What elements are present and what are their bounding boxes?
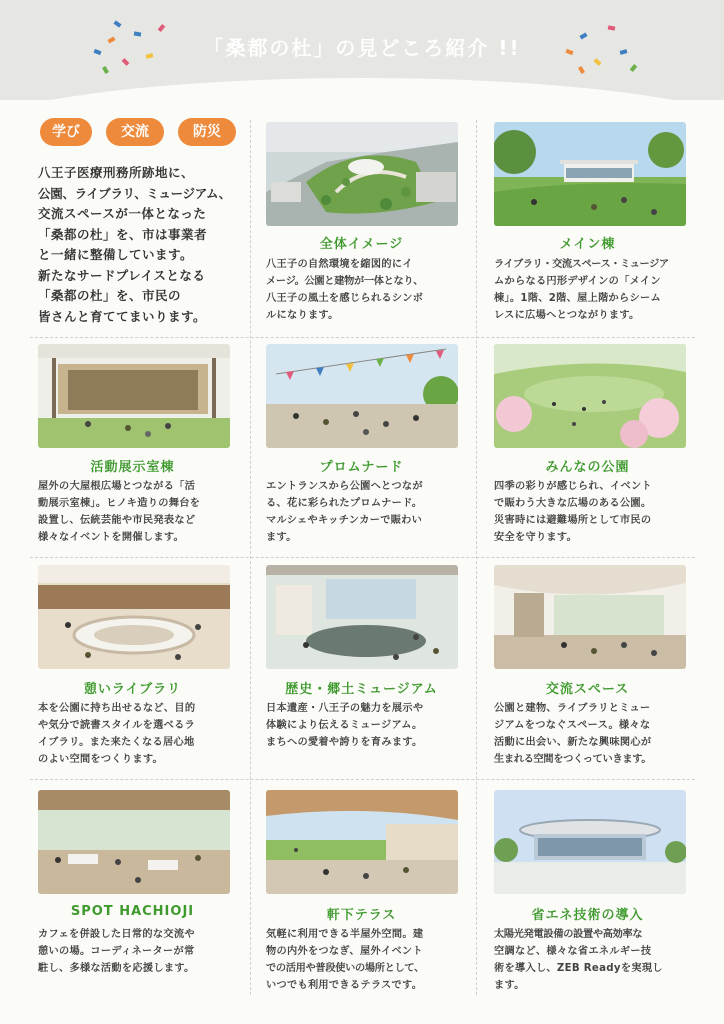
card-description: 屋外の大屋根広場とつながる「活 動展示室棟」。ヒノキ造りの舞台を 設置し、伝統芸能や市民発表など 様々なイベントを開催します。 <box>38 481 201 543</box>
card-title: 軒下テラス <box>326 908 397 923</box>
row-divider <box>30 337 695 338</box>
intro-line: 「桑都の杜」を、市は事業者 <box>38 226 208 242</box>
intro-text <box>38 163 243 327</box>
library-image <box>38 565 230 669</box>
tag-exchange: 交流 <box>106 118 164 146</box>
solar-building-image <box>494 790 686 894</box>
tag-disaster-prevention: 防災 <box>178 118 236 146</box>
main-building-image <box>494 122 686 226</box>
card-description: 公園と建物、ライブラリとミュー ジアムをつなぐスペース。様々な 活動に出会い、新たな興味関心が 生まれる空間をつくっていきます。 <box>494 703 652 765</box>
intro-line: 新たなサードプレイスとなる <box>38 267 206 283</box>
museum-image <box>266 565 458 669</box>
card-description: エントランスから公園へとつなが る、花に彩られたプロムナード。 マルシェやキッチンカーで賑わい ます。 <box>266 481 423 543</box>
card-title: みんなの公園 <box>545 460 630 475</box>
card-description: ライブラリ・交流スペース・ミュージア ムからなる円形デザインの「メイン 棟」。1階、2階、屋上階からシーム レスに広場へとつながります。 <box>494 259 669 321</box>
card-title: メイン棟 <box>559 237 616 252</box>
intro-line: と一緒に整備しています。 <box>38 247 194 262</box>
intro-line: 皆さんと育ててまいります。 <box>38 308 207 324</box>
intro-line: 八王子医療刑務所跡地に、 <box>38 165 195 180</box>
confetti-right-decoration <box>560 20 640 80</box>
park-image <box>494 344 686 448</box>
page-title: 「桑都の杜」の見どころ紹介 !! <box>203 36 521 60</box>
card-description: 本を公園に持ち出せるなど、目的 や気分で読書スタイルを選べるラ イブラリ。また来たくなる居心地 のよい空間をつくります。 <box>38 703 196 765</box>
exhibition-hall-image <box>38 344 230 448</box>
card-description: 日本遺産・八王子の魅力を展示や 体験により伝えるミュージアム。 まちへの愛着や誇りを育みます。 <box>266 703 424 748</box>
card-title: SPOT HACHIOJI <box>70 904 195 919</box>
card-description: 太陽光発電設備の設置や高効率な 空調など、様々な省エネルギー技 術を導入し、ZEB Readyを実現し ます。 <box>494 929 663 991</box>
confetti-left-decoration <box>88 20 168 80</box>
card-title: 全体イメージ <box>319 237 404 252</box>
tag-learning: 学び <box>40 118 92 146</box>
row-divider <box>30 779 695 780</box>
promenade-image <box>266 344 458 448</box>
card-description: 四季の彩りが感じられ、イベント で賑わう大きな広場のある公園。 災害時には避難場所として市民の 安全を守ります。 <box>494 481 652 543</box>
card-title: プロムナード <box>319 460 404 475</box>
card-title: 憩いライブラリ <box>83 682 182 697</box>
exchange-space-image <box>494 565 686 669</box>
card-description: 気軽に利用できる半屋外空間。建 物の内外をつなぎ、屋外イベント での活用や普段使いの場所として、 いつでも利用できるテラスです。 <box>266 929 424 991</box>
card-title: 活動展示室棟 <box>90 460 175 475</box>
aerial-park-image <box>266 122 458 226</box>
card-title: 交流スペース <box>545 682 630 697</box>
intro-line: 「桑都の杜」を、市民の <box>38 288 182 303</box>
card-title: 歴史・郷土ミュージアム <box>285 682 438 697</box>
terrace-image <box>266 790 458 894</box>
card-description: 八王子の自然環境を縮図的にイ メージ。公園と建物が一体となり、 八王子の風土を感じられるシンボ ルになります。 <box>266 259 424 321</box>
card-title: 省エネ技術の導入 <box>531 908 644 923</box>
row-divider <box>30 557 695 558</box>
intro-line: 交流スペースが一体となった <box>38 206 207 221</box>
intro-line: 公園、ライブラリ、ミュージアム、 <box>38 185 231 201</box>
header-band <box>0 0 724 100</box>
card-description: カフェを併設した日常的な交流や 憩いの場。コーディネーターが常 駐し、多様な活動を応援します。 <box>38 929 195 974</box>
cafe-image <box>38 790 230 894</box>
